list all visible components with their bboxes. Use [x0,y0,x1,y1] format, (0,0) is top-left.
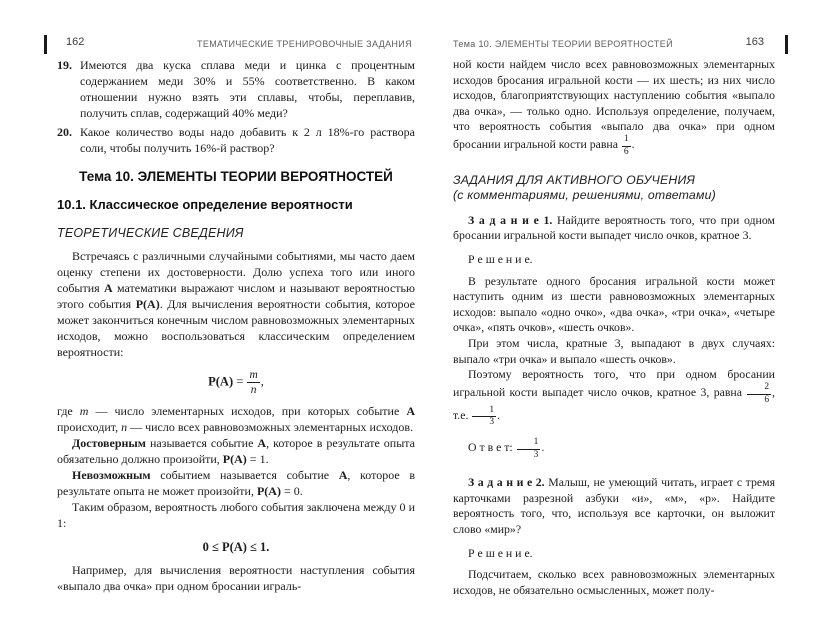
tasks-heading-line2: (с комментариями, решениями, ответами) [453,187,716,202]
task-1-solution-paragraph-3: Поэтому вероятность того, что при одном бросании игральной кости выпадет число очков, кратное 3, равна $\frac{2}{6}$ , т.е. $\frac{1}{3}$ . [453,367,775,428]
paragraph-intro: Встречаясь с различными случайными событиями, мы часто даем оценку степени их достоверности. Долю успеха того или иного события А математики выражают числом и называют вероятностью этого события P(A). Для вычисления вероятности события, которое может закончиться конечным числом равновозможных элементарных исходов, можно воспользоваться классическим определением вероятности: [57,249,415,359]
right-running-head [453,36,775,54]
task-1-statement: З а д а н и е 1. Найдите вероятность того, что при одном бросании игральной кости выпадет число очков, кратное 3. [453,212,775,243]
exercise-number: 20. [57,125,72,139]
tasks-heading [453,173,775,203]
task-1-answer: О т в е т: $\frac{1}{3}$ . [468,437,545,461]
task-2-statement: З а д а н и е 2. Малыш, не умеющий читать, играет с тремя карточками разрезной азбуки «и», «м», «р». Найдите вероятность того, что, используя все карточки, он выложит слово «мир»? [453,475,775,536]
paragraph-example: Например, для вычисления вероятности наступления события «выпало два очка» при одном бросании играль- [57,563,415,594]
right-page [453,36,775,598]
tasks-heading-line1: ЗАДАНИЯ ДЛЯ АКТИВНОГО ОБУЧЕНИЯ [453,172,696,187]
paragraph-impossible-event: Невозможным событием называется событие А, которое в результате опыта не может произойти, P(A) = 0. [57,468,416,499]
task-1-solution-label: Р е ш е н и е. [468,251,533,266]
exercise-text: Имеются два куска сплава меди и цинка с процентным содержанием меди 30% и 55% соответственно. В каком отношении нужно взять эти сплавы, чтобы, переплавив, получить сплав, содержащий 40% меди? [80,58,415,120]
task-2-solution-label: Р е ш е н и е. [468,545,533,560]
task-2-solution-paragraph-1: Подсчитаем, сколько всех равновозможных элементарных исходов, не обязательно осмысленных, может полу- [453,567,775,597]
right-running-title: Тема 10. ЭЛЕМЕНТЫ ТЕОРИИ ВЕРОЯТНОСТЕЙ [453,38,673,49]
task-1-solution-paragraph-1: В результате одного бросания игральной кости может наступить одним из шести равновозможных элементарных исходов: выпало «одно очко», «два очка», «три очка», «четыре очка», «пять очков», «шесть очков». [453,273,775,335]
exercise-text: Какое количество воды надо добавить к 2 л 18%-го раствора соли, чтобы получить 16%-й раствор? [80,125,415,155]
formula-probability-range: 0 ≤ P(A) ≤ 1. [202,540,270,555]
left-running-head [57,36,415,54]
exercise-number: 19. [57,58,72,72]
right-page-edge-bar [785,35,788,54]
task-1-solution-paragraph-2: При этом числа, кратные 3, выпадают в двух случаях: выпало «три очка» и выпало «шесть очков». [453,335,775,366]
paragraph-example-continuation: ной кости найдем число всех равновозможных элементарных исходов бросания игральной кости — их шесть; из них число исходов, благоприятствующих наступлению события «выпало два очка», — только одно. Используя определение, получаем, что вероятность события «выпало два очка» при одном бросании игральной кости равна $\frac{1}{6}$ . [453,57,775,157]
left-page [57,36,415,594]
formula-classical-definition: P(A) = $\frac{m}{n}$ , [208,369,264,397]
left-page-number: 162 [66,36,85,48]
paragraph-certain-event: Достоверным называется событие А, которое в результате опыта обязательно должно произойти, P(A) = 1. [57,436,416,467]
exercise-item-20 [57,124,415,156]
theory-heading: ТЕОРЕТИЧЕСКИЕ СВЕДЕНИЯ [57,226,244,240]
right-page-number: 163 [745,36,764,48]
section-title: 10.1. Классическое определение вероятности [57,197,353,212]
left-page-edge-bar [44,35,47,54]
paragraph-range: Таким образом, вероятность любого события заключена между 0 и 1: [57,500,415,531]
chapter-title: Тема 10. ЭЛЕМЕНТЫ ТЕОРИИ ВЕРОЯТНОСТЕЙ [79,169,393,184]
left-running-title: ТЕМАТИЧЕСКИЕ ТРЕНИРОВОЧНЫЕ ЗАДАНИЯ [197,38,412,49]
exercise-item-19 [57,57,415,121]
paragraph-where: где m — число элементарных исходов, при которых событие А происходит, n — число всех равновозможных элементарных исходов. [57,404,415,435]
